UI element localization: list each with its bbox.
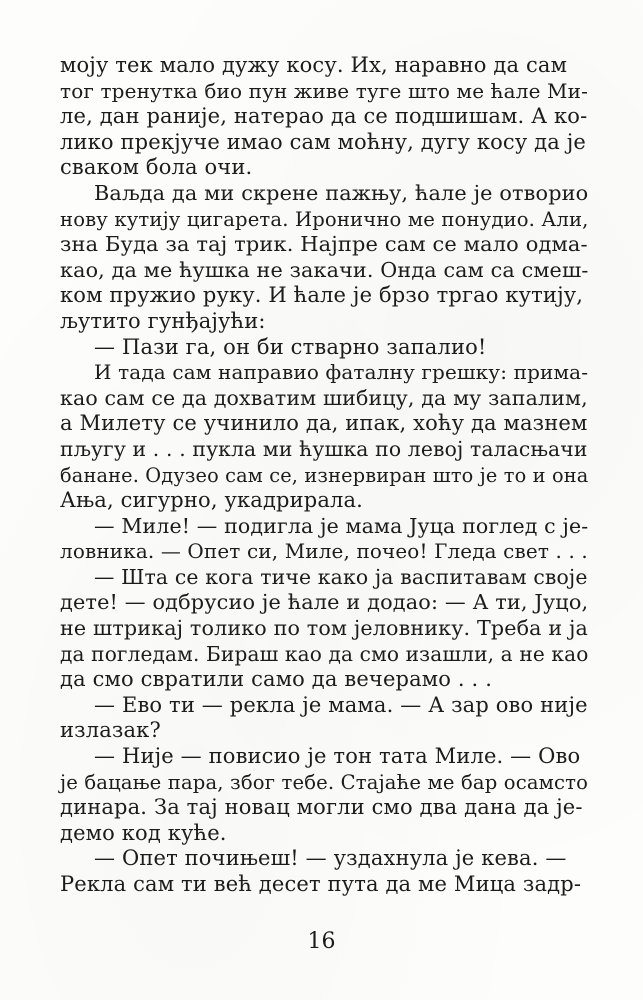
body-text: [60, 53, 588, 898]
page-number: 16: [307, 929, 336, 954]
paragraph-first-line: — Није — повисио је тон тата Миле. — Ово: [94, 744, 581, 769]
text-line: тог тренутка био пун живе туге што ме ћале Ми-: [60, 78, 588, 103]
text-line: а Милету се учинило да, ипак, хоћу да мазнем: [60, 411, 588, 436]
text-line: моју тек мало дужу косу. Их, наравно да сам: [60, 53, 568, 77]
text-line: не штрикај толико по том јеловнику. Треба и ја: [60, 616, 588, 641]
paragraph-first-line: Ваљда да ми скрене пажњу, ћале је отворио: [94, 180, 589, 205]
text-line: да погледам. Бираш као да смо изашли, а не као: [60, 641, 589, 666]
text-line: дете! — одбрусио је ћале и додао: — А ти, Јуцо,: [60, 590, 589, 615]
text-line: Ања, сигурно, укадрирала.: [60, 488, 364, 513]
paragraph-first-line: — Шта се кога тиче како ја васпитавам своје: [94, 564, 588, 589]
text-line: демо код куће.: [60, 820, 227, 845]
text-line: као, да ме ћушка не закачи. Онда сам са смеш-: [60, 257, 589, 282]
text-line: ловника. — Опет си, Миле, почео! Гледа свет . . .: [60, 539, 588, 564]
text-line: љутито гунђајући:: [60, 308, 266, 333]
paragraph-first-line: — Миле! — подигла је мама Јуца поглед с је-: [94, 513, 589, 538]
paragraph-first-line: И тада сам направио фаталну грешку: прима-: [94, 360, 589, 385]
text-line: нову кутију цигарета. Иронично ме понудио. Али,: [60, 207, 589, 231]
text-line: ле, дан раније, натерао да се подшишам. А ко-: [60, 104, 588, 129]
paragraph-first-line: — Опет почињеш! — уздахнула је кева. —: [94, 846, 567, 871]
text-line: је бацање пара, због тебе. Стајаће ме бар осамсто: [60, 770, 589, 794]
text-line: као сам се да дохватим шибицу, да му запалим,: [60, 385, 588, 410]
text-line: зна Буда за тај трик. Најпре сам се мало одма-: [60, 232, 588, 257]
text-line: динара. За тај новац могли смо два дана да је-: [60, 795, 583, 820]
text-line: да смо свратили само да вечерамо . . .: [60, 667, 493, 692]
text-line: излазак?: [60, 718, 161, 743]
text-line: пљугу и . . . пукла ми ћушка по левој таласњачи: [60, 436, 588, 461]
paragraph-first-line: — Пази га, он би стварно запалио!: [94, 334, 487, 359]
text-line: банане. Одузео сам се, изнервиран што је то и она: [60, 463, 589, 487]
text-line: лико прекјуче имао сам моћну, дугу косу да је: [60, 129, 586, 154]
text-line: ком пружио руку. И ћале је брзо тргао кутију,: [60, 283, 584, 308]
paragraph-first-line: — Ево ти — рекла је мама. — А зар ово није: [94, 692, 588, 717]
text-line: Рекла сам ти већ десет пута да ме Мица задр-: [60, 872, 582, 896]
text-line: сваком бола очи.: [60, 155, 253, 180]
